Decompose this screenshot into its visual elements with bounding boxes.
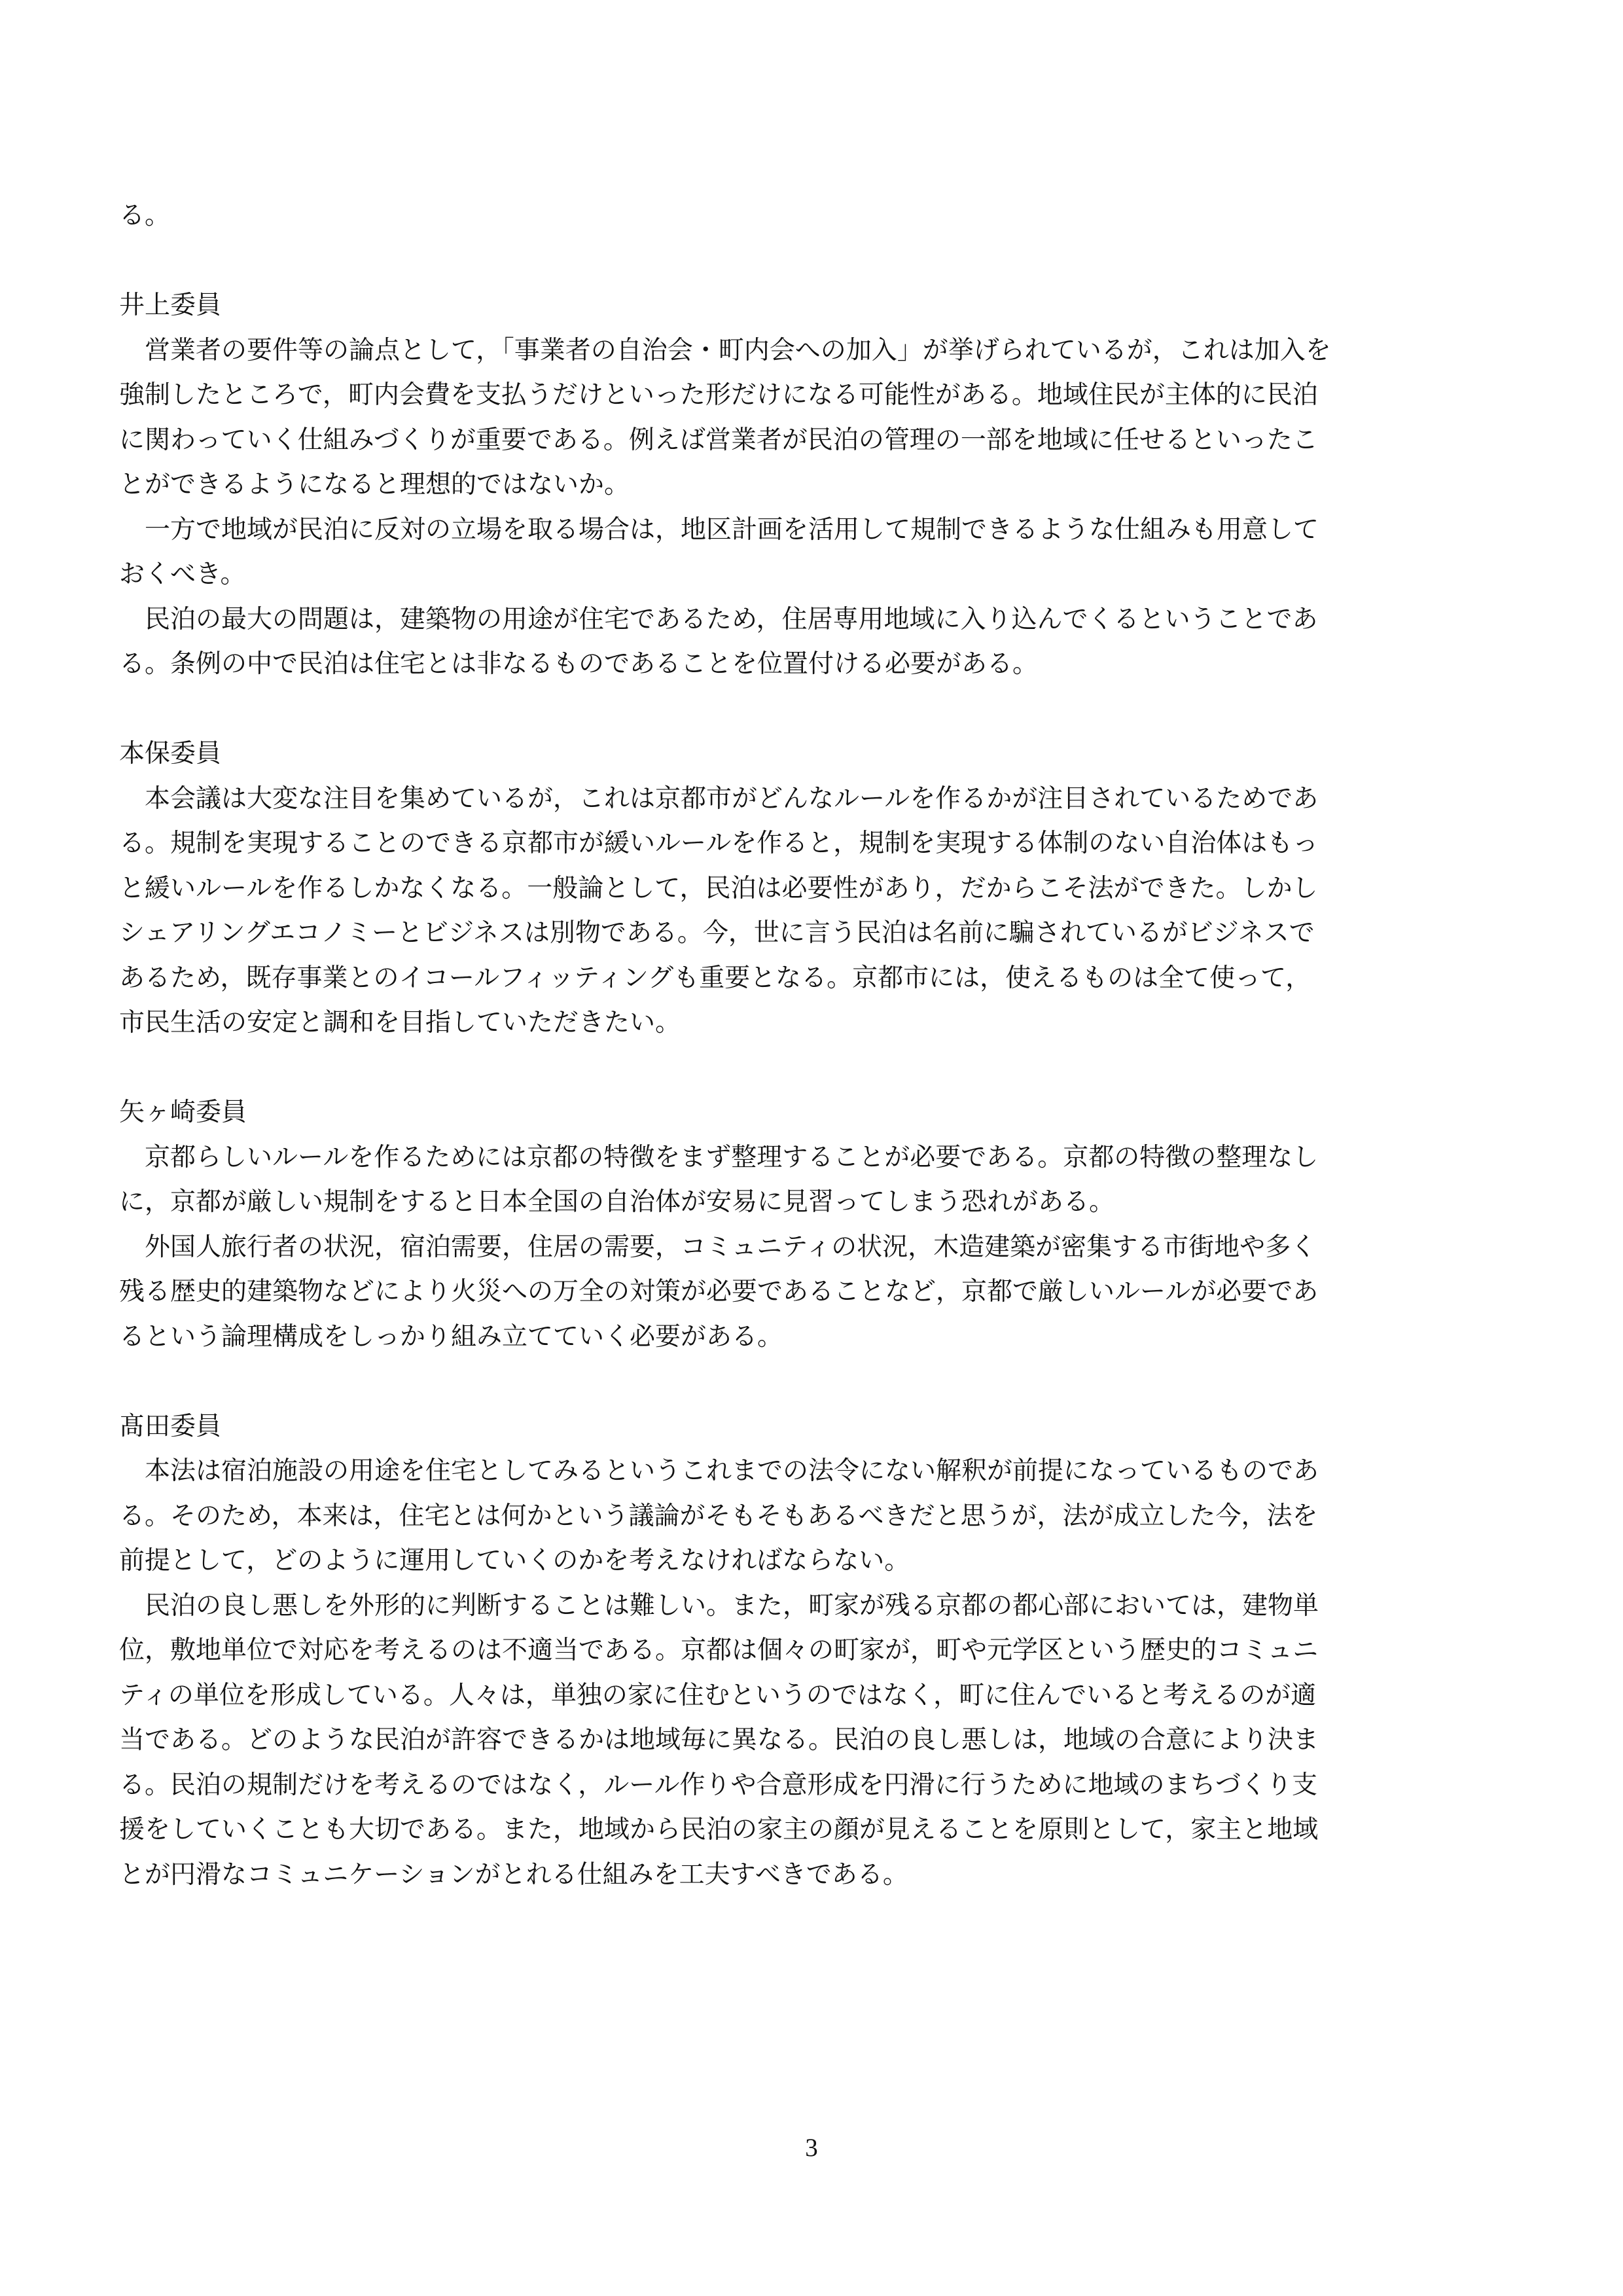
speaker-name: 矢ヶ崎委員 — [119, 1098, 247, 1127]
text-line: 当である。どのような民泊が許容できるかは地域毎に異なる。民泊の良し悪しは，地域の合意により決ま — [119, 1725, 1319, 1755]
text-line: 強制したところで，町内会費を支払うだけといった形だけになる可能性がある。地域住民が主体的に民泊 — [119, 380, 1318, 410]
text-line: る。条例の中で民泊は住宅とは非なるものであることを位置付ける必要がある。 — [119, 649, 1039, 679]
text-line: 営業者の要件等の論点として，「事業者の自治会・町内会への加入」が挙げられているが，これは加入を — [119, 335, 1331, 365]
text-line: る。そのため，本来は，住宅とは何かという議論がそもそもあるべきだと思うが，法が成立した今，法を — [119, 1501, 1318, 1531]
text-line: シェアリングエコノミーとビジネスは別物である。今，世に言う民泊は名前に騙されているがビジネスで — [119, 918, 1315, 948]
speaker-name: 本保委員 — [119, 739, 222, 768]
text-line: あるため，既存事業とのイコールフィッティングも重要となる。京都市には，使えるものは全て使って， — [119, 963, 1311, 993]
paragraph-gap — [119, 1359, 1474, 1405]
text-line: おくべき。 — [119, 560, 246, 589]
text-line: るという論理構成をしっかり組み立てていく必要がある。 — [119, 1321, 783, 1352]
text-line: とが円滑なコミュニケーションがとれる仕組みを工夫すべきである。 — [119, 1859, 908, 1890]
text-line: 民泊の最大の問題は，建築物の用途が住宅であるため，住居専用地域に入り込んでくるということであ — [119, 604, 1318, 634]
text-line: と緩いルールを作るしかなくなる。一般論として，民泊は必要性があり，だからこそ法ができた。しかし — [119, 873, 1318, 903]
text-line: 前提として，どのように運用していくのかを考えなければならない。 — [119, 1546, 910, 1575]
text-line: 市民生活の安定と調和を目指していただきたい。 — [119, 1008, 681, 1037]
text-line: 京都らしいルールを作るためには京都の特徴をまず整理することが必要である。京都の特徴の整理なし — [119, 1142, 1319, 1172]
document-body — [119, 194, 1474, 1897]
text-line: とができるようになると理想的ではないか。 — [119, 470, 630, 499]
page-number: 3 — [805, 2134, 818, 2162]
text-line: 一方で地域が民泊に反対の立場を取る場合は，地区計画を活用して規制できるような仕組みも用意して — [119, 514, 1319, 545]
text-line: る。規制を実現することのできる京都市が緩いルールを作ると，規制を実現する体制のない自治体はもっ — [119, 829, 1319, 858]
text-line: 位，敷地単位で対応を考えるのは不適当である。京都は個々の町家が，町や元学区という歴史的コミュニ — [119, 1636, 1319, 1665]
text-line: る。民泊の規制だけを考えるのではなく，ルール作りや合意形成を円滑に行うために地域のまちづくり支 — [119, 1770, 1318, 1800]
text-line: に，京都が厳しい規制をすると日本全国の自治体が安易に見習ってしまう恐れがある。 — [119, 1187, 1115, 1217]
text-line: 外国人旅行者の状況，宿泊需要，住居の需要，コミュニティの状況，木造建築が密集する市街地や多く — [119, 1232, 1317, 1262]
speaker-name: 髙田委員 — [119, 1411, 222, 1441]
text-line: ティの単位を形成している。人々は，単独の家に住むというのではなく，町に住んでいると考えるのが適 — [119, 1680, 1317, 1710]
text-line: る。 — [119, 201, 171, 230]
text-line: 民泊の良し悪しを外形的に判断することは難しい。また，町家が残る京都の都心部においては，建物単 — [119, 1590, 1319, 1621]
text-line: 残る歴史的建築物などにより火災への万全の対策が必要であることなど，京都で厳しいルールが必要であ — [119, 1277, 1319, 1306]
speaker-name: 井上委員 — [119, 291, 222, 320]
paragraph-gap — [119, 687, 1474, 732]
text-line: に関わっていく仕組みづくりが重要である。例えば営業者が民泊の管理の一部を地域に任せるといったこ — [119, 425, 1318, 455]
paragraph-gap — [119, 1046, 1474, 1091]
text-line: 援をしていくことも大切である。また，地域から民泊の家主の顔が見えることを原則として，家主と地域 — [119, 1815, 1319, 1844]
text-line: 本会議は大変な注目を集めているが，これは京都市がどんなルールを作るかが注目されているためであ — [119, 783, 1319, 814]
text-line: 本法は宿泊施設の用途を住宅としてみるというこれまでの法令にない解釈が前提になっているものであ — [119, 1456, 1319, 1486]
paragraph-gap — [119, 239, 1474, 284]
